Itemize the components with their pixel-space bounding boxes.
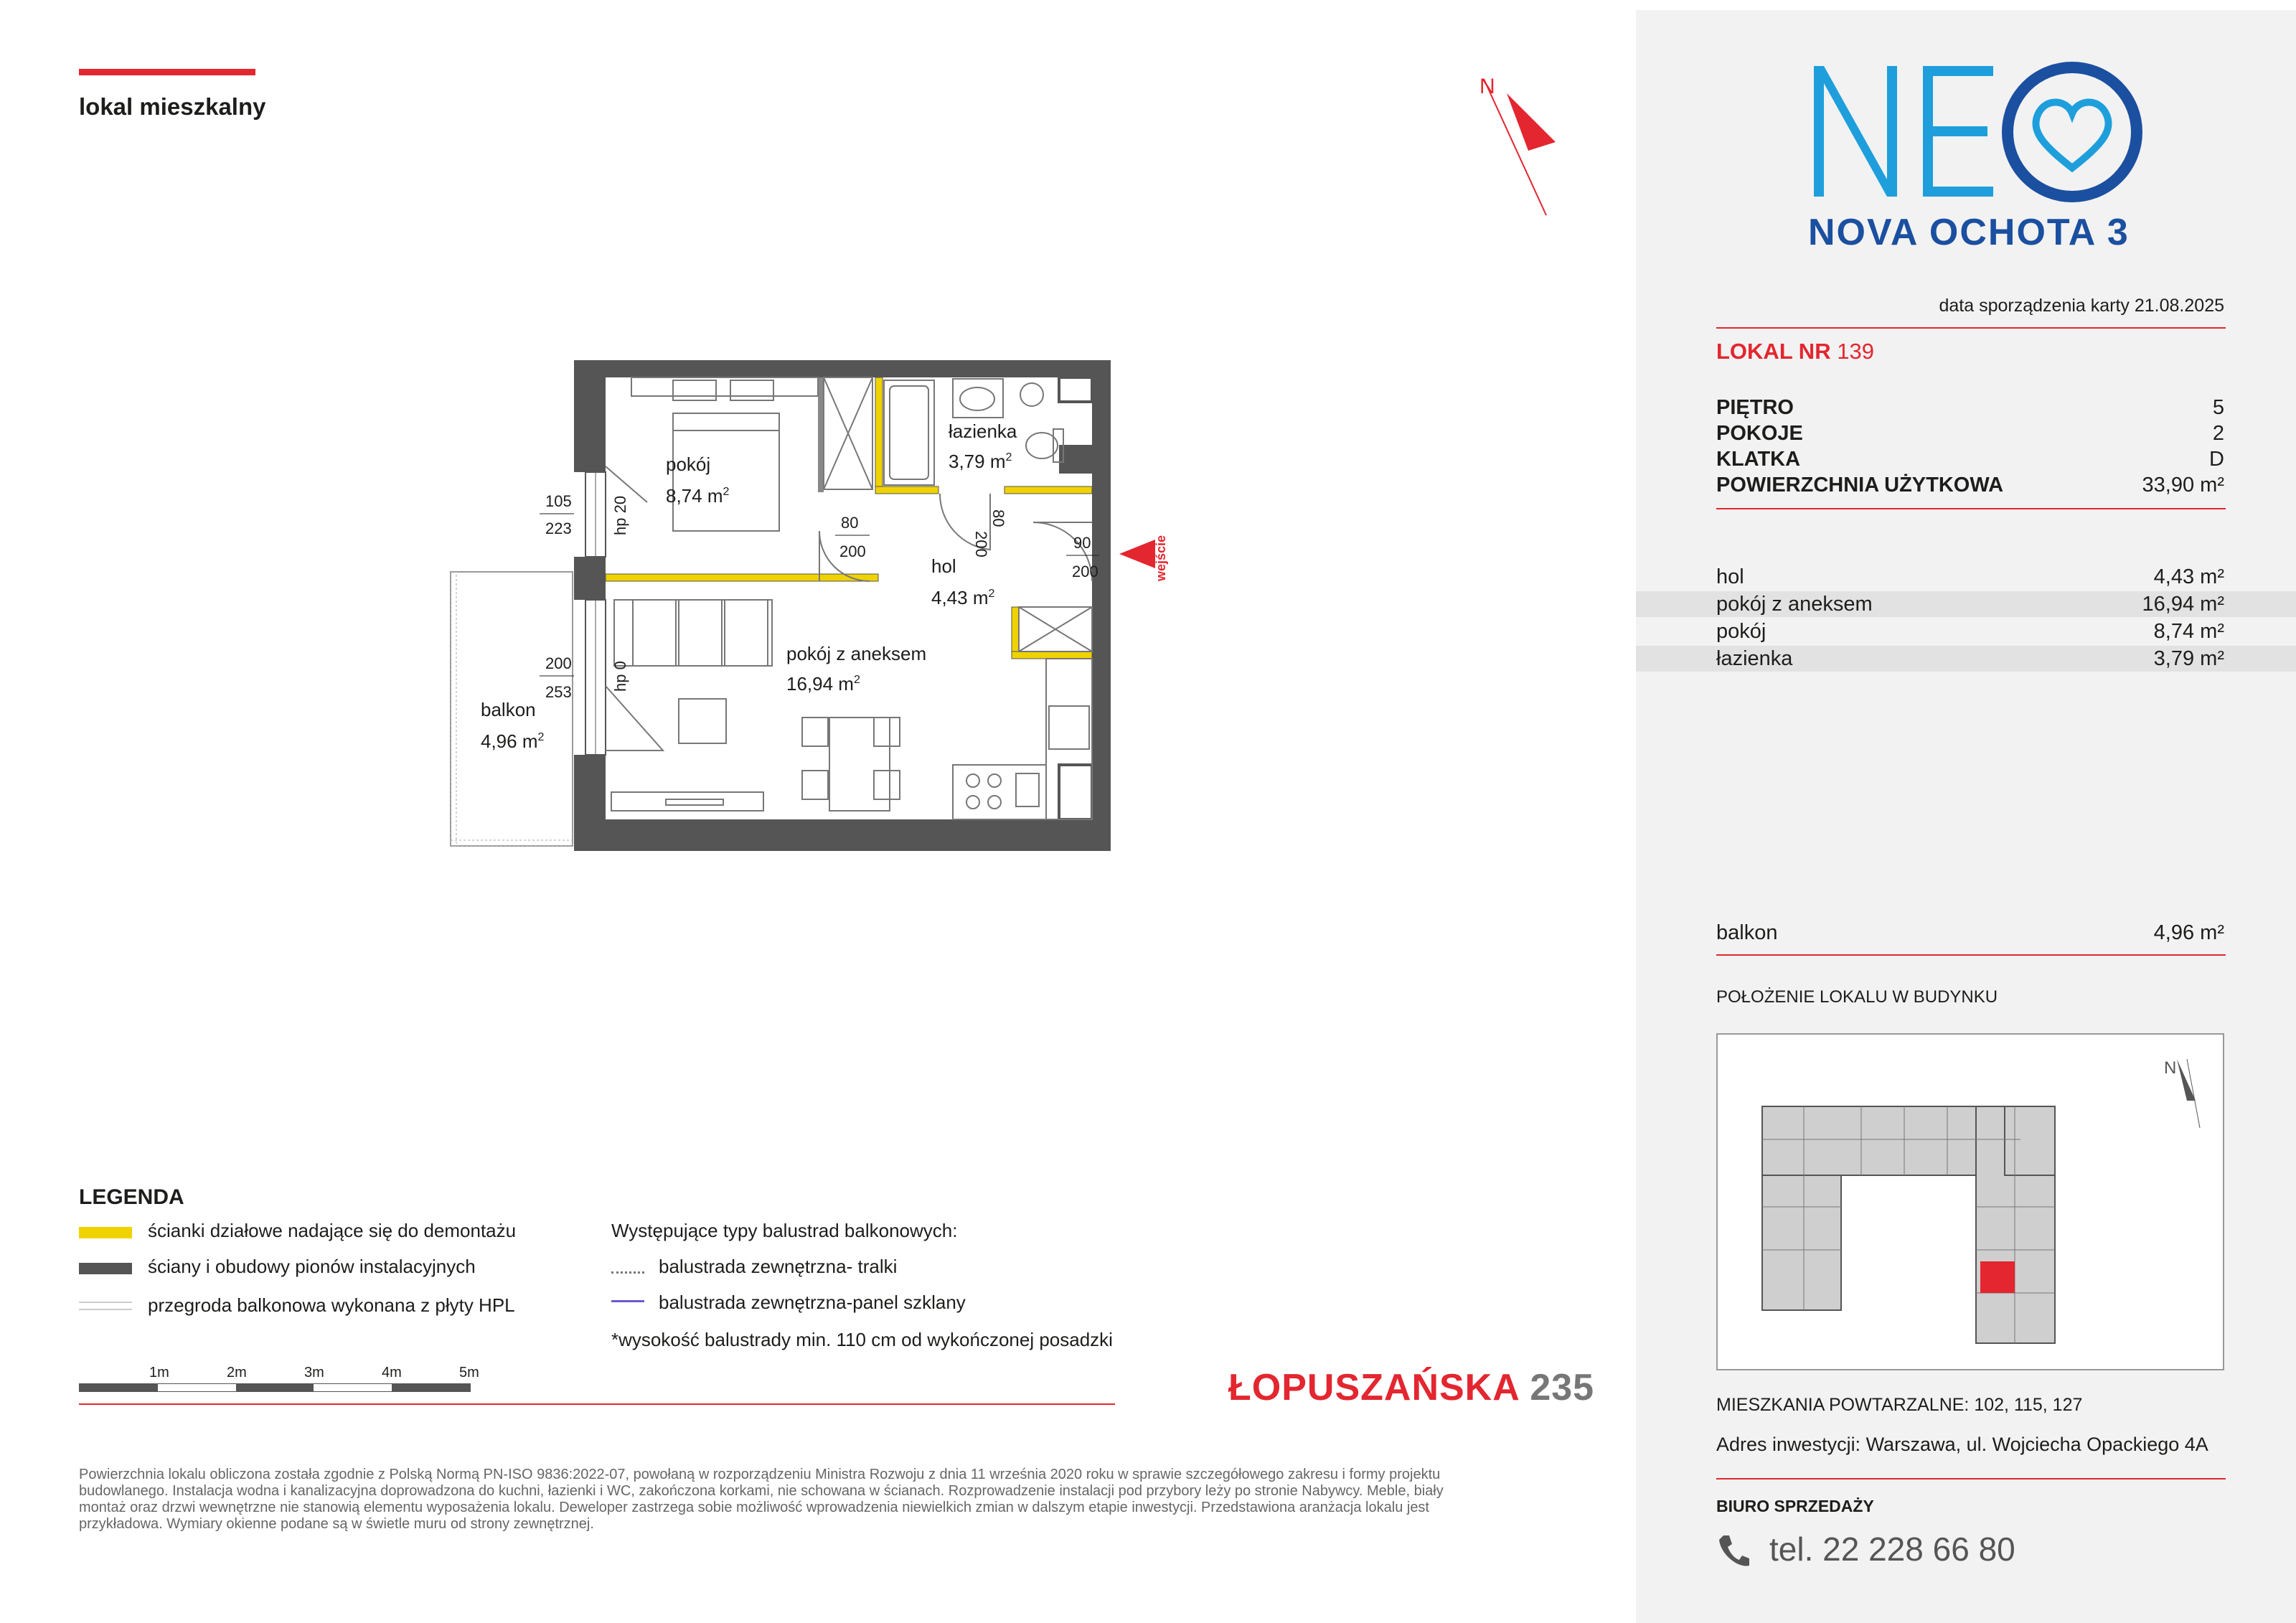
- sidebar-rule-balkon: [1716, 954, 2226, 956]
- map-north-label: N: [2164, 1058, 2177, 1078]
- toilet: [1026, 429, 1063, 462]
- north-arrow-icon: [1471, 65, 1564, 222]
- sidebar-rule-top: [1716, 327, 2226, 329]
- balustrade-note: *wysokość balustrady min. 110 cm od wykończonej posadzki: [611, 1329, 1113, 1350]
- unit-type-label: lokal mieszkalny: [79, 93, 266, 120]
- bathtub: [884, 380, 934, 485]
- param-label-powierzchnia: POWIERZCHNIA UŻYTKOWA: [1716, 474, 2004, 497]
- wall-left-mid: [574, 557, 606, 600]
- wall-lazienka-bottom-r: [1004, 486, 1092, 494]
- param-label-pokoje: POKOJE: [1716, 422, 1803, 445]
- north-arrow-head: [1507, 93, 1556, 151]
- balustrade-item-tralki: balustrada zewnętrzna- tralki: [659, 1256, 898, 1277]
- scale-label-5: 5m: [459, 1365, 479, 1380]
- param-label-klatka: KLATKA: [1716, 448, 1801, 471]
- entrance-marker-icon: [1119, 540, 1155, 568]
- bed: [631, 377, 818, 531]
- legend-swatch-sciany: [79, 1263, 132, 1274]
- dim-window2-hp: hp 0: [611, 661, 629, 692]
- entrance-label: wejście: [1154, 535, 1168, 581]
- dim-door3-bot: 200: [1072, 563, 1098, 580]
- dim-door1-top: 80: [841, 514, 859, 532]
- wall-lazienka-bottom: [875, 486, 938, 494]
- room-label-hol: hol: [931, 555, 956, 577]
- room-area-lazienka: 3,79 $m^2$: [949, 451, 1012, 472]
- wardrobe-pokoj: [824, 377, 872, 489]
- room-area-pokoj: 8,74 m²: [2153, 620, 2224, 643]
- balustrade-tralki-icon: [611, 1264, 644, 1274]
- param-value-pietro: 5: [2212, 396, 2224, 419]
- room-label-pokoj: pokój: [666, 453, 711, 475]
- wall-pokoj-bottom: [606, 574, 878, 581]
- room-name-hol: hol: [1716, 565, 1744, 588]
- location-title: POŁOŻENIE LOKALU W BUDYNKU: [1716, 987, 1998, 1007]
- wall-left-bot: [574, 755, 606, 851]
- sofa: [614, 600, 772, 666]
- legend-item-sciany: ściany i obudowy pionów instalacyjnych: [148, 1256, 476, 1277]
- dim-door1-bot: 200: [839, 542, 866, 560]
- scale-label-3: 3m: [304, 1365, 324, 1380]
- param-value-klatka: D: [2209, 448, 2224, 471]
- room-area-pokoj: 8,74 $m^2$: [666, 485, 730, 507]
- dim-window1-bot: 223: [545, 519, 572, 537]
- repeated-units: MIESZKANIA POWTARZALNE: 102, 115, 127: [1716, 1395, 2083, 1415]
- shaft-top-right: [1059, 377, 1092, 402]
- unit-highlight: [1980, 1261, 2015, 1293]
- room-area-aneks: 16,94 m²: [2142, 593, 2224, 616]
- param-value-pokoje: 2: [2212, 422, 2224, 445]
- dim-window2-top: 200: [545, 654, 572, 672]
- room-area-hol: 4,43 $m^2$: [931, 587, 995, 608]
- coffee-table: [679, 699, 726, 743]
- legend-swatch-demontaz: [79, 1227, 132, 1238]
- sidebar-rule-params: [1716, 508, 2226, 509]
- north-label: N: [1479, 75, 1495, 98]
- disclaimer-line: przykładowa. Wymiary okienne podane są w świetle muru od strony zewnętrznej.: [79, 1516, 594, 1532]
- dim-door2-a: 200: [972, 531, 990, 558]
- scale-label-2: 2m: [227, 1365, 247, 1380]
- heart-icon: [2036, 103, 2108, 169]
- header-accent-bar: [79, 69, 255, 75]
- floor-plan: [430, 344, 1184, 875]
- dim-window1-hp: hp 20: [611, 495, 629, 535]
- balkon-area: 4,96 m²: [2153, 921, 2224, 944]
- dim-window1-top: 105: [545, 492, 572, 510]
- street-number: 235: [1530, 1367, 1595, 1408]
- disclaimer-line: Powierzchnia lokalu obliczona została zgodnie z Polską Normą PN-ISO 9836:2022-07, powołaną w rozporządzeniu Ministra Rozwoju z dnia 11 września 2020 roku w sprawie szczegółowego zakresu i formy projektu: [79, 1467, 1441, 1482]
- wall-divider-grey: [818, 377, 824, 492]
- wall-top: [574, 360, 1111, 377]
- building-map-drawing: [1718, 1035, 2223, 1369]
- param-label-pietro: PIĘTRO: [1716, 396, 1794, 419]
- legend-item-hpl: przegroda balkonowa wykonana z płyty HPL: [148, 1294, 515, 1316]
- disclaimer-line: budowlanego. Instalacja wodna i kanalizacyjna doprowadzona do kuchni, łazienki i WC, zakończona korkami, nie schowana w ścianach. Rozprowadzenie instalacji pod przybory leży po stronie Nabywcy. Meble, biały: [79, 1483, 1444, 1499]
- room-name-pokoj: pokój: [1716, 620, 1766, 643]
- balcony-railing: [451, 572, 456, 846]
- room-label-aneks: pokój z aneksem: [786, 643, 927, 664]
- card-date: data sporządzenia karty 21.08.2025: [1939, 296, 2224, 316]
- balustrade-title: Występujące typy balustrad balkonowych:: [611, 1220, 958, 1241]
- dim-window2-bot: 253: [545, 683, 572, 701]
- investment-address: Adres inwestycji: Warszawa, ul. Wojciecha Opackiego 4A: [1716, 1434, 2208, 1455]
- street-label: [1228, 1366, 1594, 1409]
- wall-bottom: [574, 819, 1111, 851]
- dim-door2-b: 80: [989, 509, 1007, 527]
- room-name-aneks: pokój z aneksem: [1716, 593, 1873, 616]
- lokal-label: LOKAL NR: [1716, 339, 1831, 364]
- brand-subtitle: NOVA OCHOTA 3: [1808, 212, 2130, 253]
- logo-letter-n: [1814, 66, 1897, 197]
- room-label-lazienka: łazienka: [949, 420, 1017, 442]
- legend-title: LEGENDA: [79, 1185, 184, 1209]
- disclaimer-line: montaż oraz drzwi wewnętrzne nie stanowią elementu wyposażenia lokalu. Deweloper zastrzega sobie możliwość wprowadzenia niewielkich zmian w dalszym etapie inwestycji. Przedstawiona aranżacja lokalu jest: [79, 1500, 1429, 1515]
- tv-cabinet: [611, 792, 763, 811]
- wall-shaft-yellow: [1012, 607, 1019, 657]
- washbasin: [953, 379, 1043, 418]
- sidebar-rule-address: [1716, 1478, 2226, 1479]
- shaft-hol: [1019, 607, 1092, 651]
- balustrade-glass-icon: [611, 1300, 644, 1302]
- building-wing-top-right: [2005, 1106, 2055, 1175]
- balustrade-item-glass: balustrada zewnętrzna-panel szklany: [659, 1292, 966, 1313]
- wall-lazienka-left: [875, 377, 883, 492]
- dining-table: [802, 718, 900, 811]
- scale-bar: [79, 1383, 471, 1392]
- room-label-balkon: balkon: [481, 699, 536, 720]
- legend-swatch-hpl: [79, 1302, 132, 1310]
- kitchen-counter: [953, 659, 1092, 819]
- logo-letter-e: [1923, 66, 1993, 197]
- map-north-arrow-icon: [2177, 1059, 2196, 1101]
- wall-right: [1092, 360, 1111, 851]
- neo-logo: [1808, 53, 2152, 211]
- phone-icon: [1716, 1533, 1749, 1570]
- sales-phone[interactable]: tel. 22 228 66 80: [1769, 1530, 2015, 1568]
- scale-label-4: 4m: [382, 1365, 402, 1380]
- wall-shaft-yellow-b: [1012, 651, 1092, 659]
- room-area-hol: 4,43 m²: [2153, 565, 2224, 588]
- logo-letter-o: [2008, 67, 2137, 197]
- lokal-number-line: [1716, 339, 1874, 364]
- room-area-lazienka: 3,79 m²: [2153, 647, 2224, 670]
- street-name: ŁOPUSZAŃSKA: [1228, 1367, 1519, 1408]
- disclaimer: [79, 1467, 1600, 1533]
- scale-label-1: 1m: [149, 1365, 169, 1380]
- balkon-name: balkon: [1716, 921, 1778, 944]
- dim-door3-top: 90: [1073, 534, 1091, 552]
- balcony-railing-bottom: [451, 840, 573, 846]
- sales-title: BIURO SPRZEDAŻY: [1716, 1497, 1874, 1515]
- footer-rule: [79, 1403, 1115, 1405]
- wall-left-top: [574, 360, 606, 472]
- legend-item-demontaz: ścianki działowe nadające się do demontażu: [148, 1220, 517, 1241]
- room-name-lazienka: łazienka: [1716, 647, 1793, 670]
- lokal-number: 139: [1837, 339, 1874, 364]
- room-area-balkon: 4,96 $m^2$: [481, 730, 545, 752]
- param-value-powierzchnia: 33,90 m²: [2142, 474, 2224, 497]
- door-balcony: [606, 686, 663, 751]
- room-area-aneks: 16,94 $m^2$: [786, 673, 860, 695]
- shaft-bottom-right: [1059, 765, 1092, 819]
- building-map: [1716, 1033, 2224, 1370]
